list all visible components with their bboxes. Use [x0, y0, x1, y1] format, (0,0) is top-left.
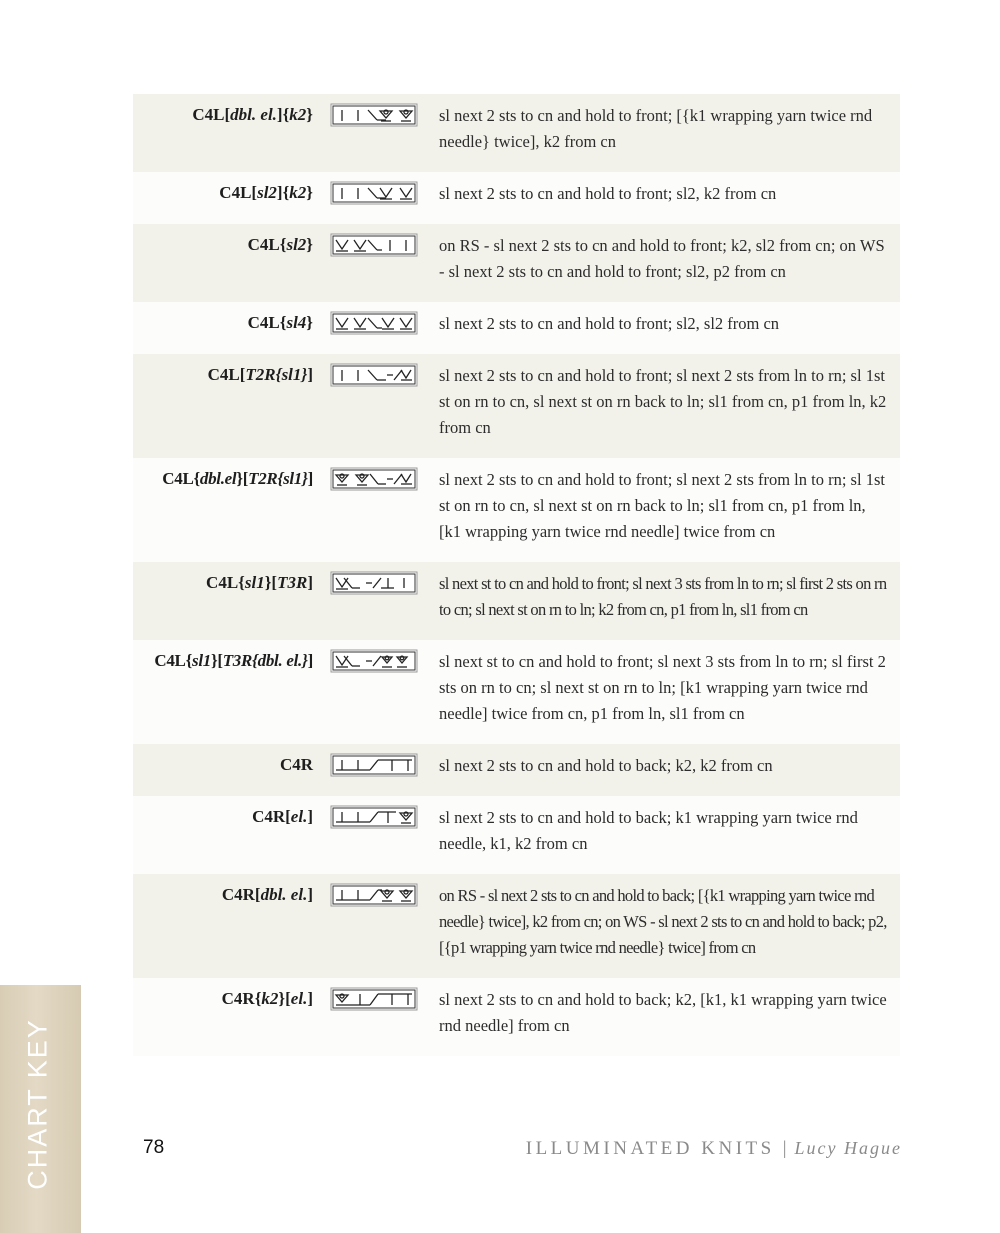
chart-symbol — [330, 753, 418, 777]
abbreviation: C4L{sl4} — [247, 313, 313, 332]
chart-symbol — [330, 181, 418, 205]
description: sl next st to cn and hold to front; sl next 3 sts from ln to rn; sl first 2 sts on rn to cn; sl next st on rn to ln; k2 from cn, p1 from ln, sl1 from cn — [439, 574, 887, 619]
key-row — [133, 640, 900, 744]
key-row — [133, 744, 900, 796]
description: sl next 2 sts to cn and hold to front; sl2, k2 from cn — [439, 184, 777, 203]
abbreviation: C4R{k2}[el.] — [221, 989, 313, 1008]
chart-symbol — [330, 987, 418, 1011]
key-row — [133, 562, 900, 640]
key-row — [133, 354, 900, 458]
chart-symbol — [330, 883, 418, 907]
chart-symbol — [330, 363, 418, 387]
description: sl next 2 sts to cn and hold to front; [{k1 wrapping yarn twice rnd needle} twice], k2 from cn — [439, 106, 873, 151]
chart-symbol — [330, 233, 418, 257]
book-title: ILLUMINATED KNITS — [525, 1138, 775, 1159]
chart-symbol — [330, 103, 418, 127]
key-row — [133, 302, 900, 354]
abbreviation: C4R[dbl. el.] — [221, 885, 313, 904]
chart-symbol — [330, 311, 418, 335]
description: on RS - sl next 2 sts to cn and hold to back; [{k1 wrapping yarn twice rnd needle} twice], k2 from cn; on WS - sl next 2 sts to cn and hold to back; p2, [{p1 wrapping yarn twice rnd needle} twice] from cn — [439, 886, 887, 957]
description: sl next st to cn and hold to front; sl next 3 sts from ln to rn; sl first 2 sts on rn to cn; sl next st on rn to ln; [k1 wrapping yarn twice rnd needle] twice from cn, p1 from ln, sl1 from cn — [439, 652, 886, 723]
description: sl next 2 sts to cn and hold to front; sl next 2 sts from ln to rn; sl 1st st on rn to cn, sl next st on rn back to ln; sl1 from cn, p1 from ln, k2 from cn — [439, 366, 887, 437]
abbreviation: C4L[T2R{sl1}] — [207, 365, 313, 384]
author-name: Lucy Hague — [794, 1138, 902, 1158]
description: on RS - sl next 2 sts to cn and hold to front; k2, sl2 from cn; on WS - sl next 2 sts to cn and hold to front; sl2, p2 from cn — [439, 236, 885, 281]
key-row — [133, 978, 900, 1056]
abbreviation: C4R[el.] — [252, 807, 313, 826]
key-row — [133, 874, 900, 978]
chart-symbol — [330, 571, 418, 595]
chart-symbol — [330, 649, 418, 673]
running-footer — [526, 1138, 902, 1160]
page-number: 78 — [143, 1137, 165, 1158]
key-row — [133, 172, 900, 224]
chart-symbol — [330, 805, 418, 829]
chart-key-table — [133, 94, 900, 1056]
abbreviation: C4L{dbl.el}[T2R{sl1}] — [162, 469, 313, 488]
description: sl next 2 sts to cn and hold to front; sl2, sl2 from cn — [439, 314, 780, 333]
abbreviation: C4R — [279, 755, 313, 774]
abbreviation: C4L[dbl. el.]{k2} — [192, 105, 313, 124]
description: sl next 2 sts to cn and hold to front; sl next 2 sts from ln to rn; sl 1st st on rn to cn, sl next st on rn back to ln; sl1 from cn, p1 from ln, [k1 wrapping yarn twice rnd needle] twice from cn — [439, 470, 885, 541]
abbreviation: C4L[sl2]{k2} — [219, 183, 313, 202]
footer-separator: | — [782, 1138, 787, 1159]
key-row — [133, 224, 900, 302]
key-row — [133, 796, 900, 874]
abbreviation: C4L{sl1}[T3R] — [206, 573, 313, 592]
description: sl next 2 sts to cn and hold to back; k1 wrapping yarn twice rnd needle, k1, k2 from cn — [439, 808, 858, 853]
description: sl next 2 sts to cn and hold to back; k2, k2 from cn — [439, 756, 773, 775]
abbreviation: C4L{sl2} — [247, 235, 313, 254]
chapter-tab-label: CHART KEY — [22, 1018, 53, 1190]
chart-symbol — [330, 467, 418, 491]
key-row — [133, 458, 900, 562]
description: sl next 2 sts to cn and hold to back; k2, [k1, k1 wrapping yarn twice rnd needle] from cn — [439, 990, 887, 1035]
abbreviation: C4L{sl1}[T3R{dbl. el.}] — [154, 651, 313, 670]
key-row — [133, 94, 900, 172]
